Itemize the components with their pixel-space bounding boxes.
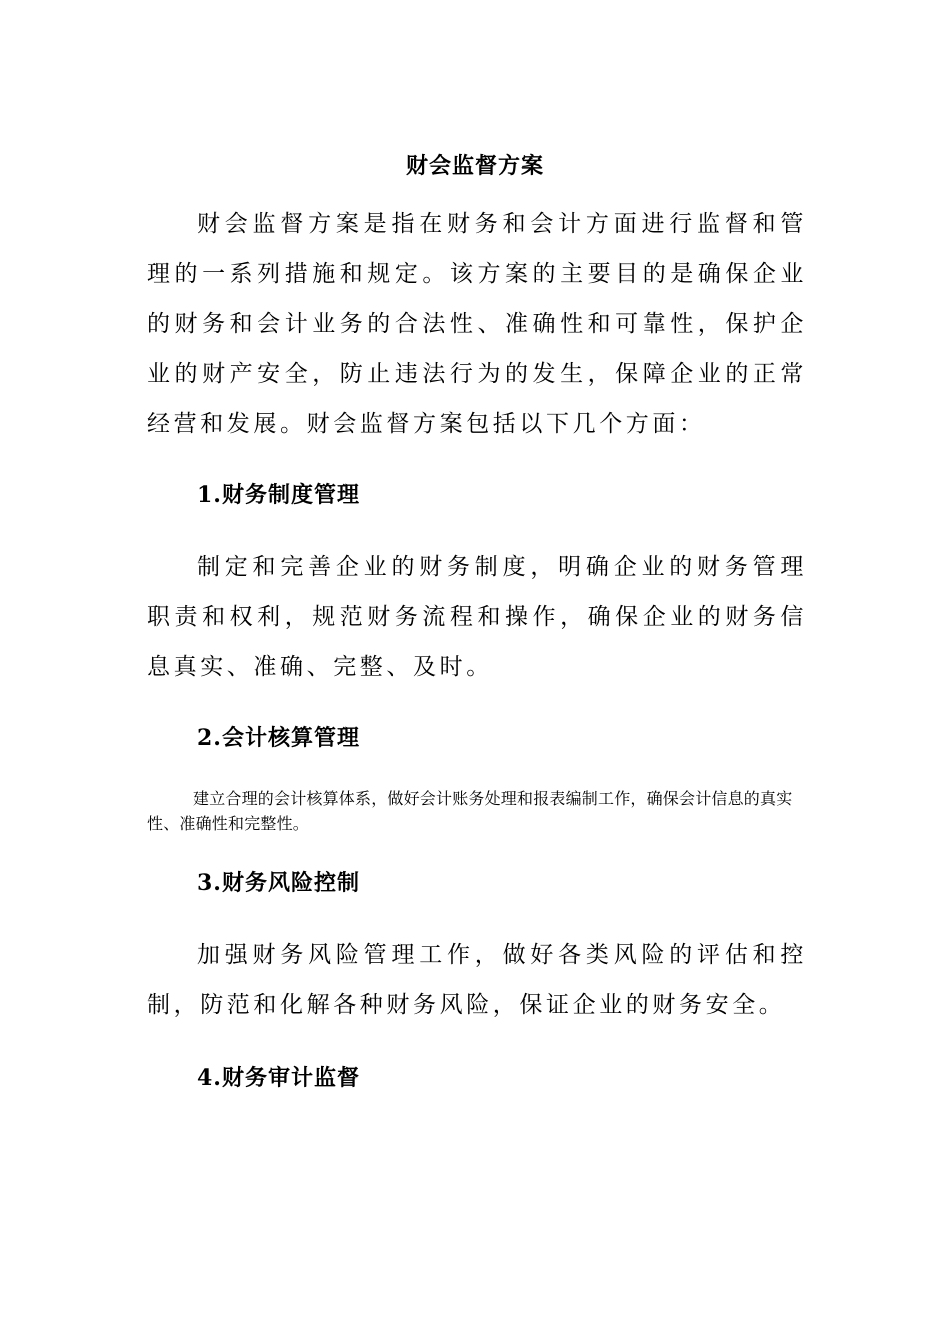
document-title: 财会监督方案: [405, 152, 544, 179]
section-heading-4: 4.财务审计监督: [197, 1065, 360, 1091]
section-heading-3: 3.财务风险控制: [197, 870, 360, 896]
section-body-2: 建立合理的会计核算体系，做好会计账务处理和报表编制工作，确保会计信息的真实性、准确性和完整性。: [147, 789, 793, 833]
section-heading-2: 2.会计核算管理: [197, 725, 360, 751]
intro-paragraph: 财会监督方案是指在财务和会计方面进行监督和管理的一系列措施和规定。该方案的主要目的是确保企业的财务和会计业务的合法性、准确性和可靠性，保护企业的财产安全，防止违法行为的发生，保障企业的正常经营和发展。财会监督方案包括以下几个方面：: [147, 211, 807, 437]
section-heading-1: 1.财务制度管理: [197, 482, 360, 508]
section-body-1: 制定和完善企业的财务制度，明确企业的财务管理职责和权利，规范财务流程和操作，确保企业的财务信息真实、准确、完整、及时。: [147, 554, 807, 680]
section-body-3: 加强财务风险管理工作，做好各类风险的评估和控制，防范和化解各种财务风险，保证企业的财务安全。: [147, 942, 807, 1018]
